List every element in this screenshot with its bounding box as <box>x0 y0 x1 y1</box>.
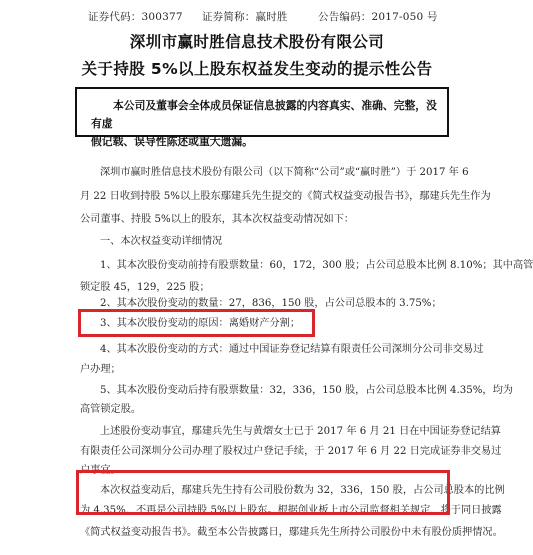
section-heading: 一、本次权益变动详细情况 <box>100 236 223 247</box>
body-line: 有限责任公司深圳分公司办理了股权过户登记手续，于 2017 年 6 月 22 日完成证券非交易过 <box>80 446 502 457</box>
body-line: 4、其本次股份变动的方式：通过中国证券登记结算有限责任公司深圳分公司非交易过 <box>100 344 484 355</box>
body-line: 深圳市赢时胜信息技术股份有限公司（以下简称“公司”或“赢时胜”）于 2017 年 6 <box>100 167 469 178</box>
body-line: 户办理； <box>80 364 121 375</box>
highlight-result-box <box>76 470 505 515</box>
highlight-reason-box <box>78 309 315 337</box>
page-subtitle: 关于持股 5%以上股东权益发生变动的提示性公告 <box>81 60 433 78</box>
body-line: 《简式权益变动报告书》。截至本公告披露日，鄢建兵先生所持公司股份中未有股份质押情况。 <box>80 527 503 538</box>
body-line: 本次权益变动后，鄢建兵先生持有公司股份数为 32，336，150 股，占公司总股本的比例 <box>100 485 505 496</box>
stock-abbr: 证券简称：赢时胜 <box>202 11 288 23</box>
body-line: 锁定股 45，129，225 股； <box>80 282 210 293</box>
body-line: 月 22 日收到持股 5%以上股东鄢建兵先生提交的《简式权益变动报告书》，鄢建兵先生作为 <box>80 191 491 202</box>
disclaimer-line-1: 本公司及董事会全体成员保证信息披露的内容真实、准确、完整，没有虚 <box>91 99 437 130</box>
body-line: 3、其本次股份变动的原因：离婚财产分割； <box>100 318 301 329</box>
disclaimer-line-2: 假记载、误导性陈述或重大遗漏。 <box>91 135 253 148</box>
disclaimer-box <box>75 87 449 148</box>
body-line: 上述股份变动事宜，鄢建兵先生与黄熠女士已于 2017 年 6 月 21 日在中国证券登记结算 <box>100 426 501 437</box>
body-line: 公司董事、持股 5%以上的股东，其本次权益变动情况如下： <box>80 214 355 225</box>
body-line: 为 4.35%，不再是公司持股 5%以上股东。根据创业板上市公司监督相关规定，将于同日披露 <box>80 505 502 516</box>
page-title: 深圳市赢时胜信息技术股份有限公司 <box>129 33 385 51</box>
notice-number: 公告编码：2017-050 号 <box>318 11 438 23</box>
body-line: 户事宜。 <box>80 465 121 476</box>
body-line: 2、其本次股份变动的数量：27，836，150 股，占公司总股本的 3.75%； <box>100 298 442 309</box>
body-line: 1、其本次股份变动前持有股票数量：60，172，300 股；占公司总股本比例 8.10%；其中高管 <box>100 260 533 271</box>
stock-code: 证券代码：300377 <box>88 11 183 23</box>
body-line: 5、其本次股份变动后持有股票数量：32，336，150 股，占公司总股本比例 4.35%，均为 <box>100 385 513 396</box>
body-line: 高管锁定股。 <box>80 404 142 415</box>
